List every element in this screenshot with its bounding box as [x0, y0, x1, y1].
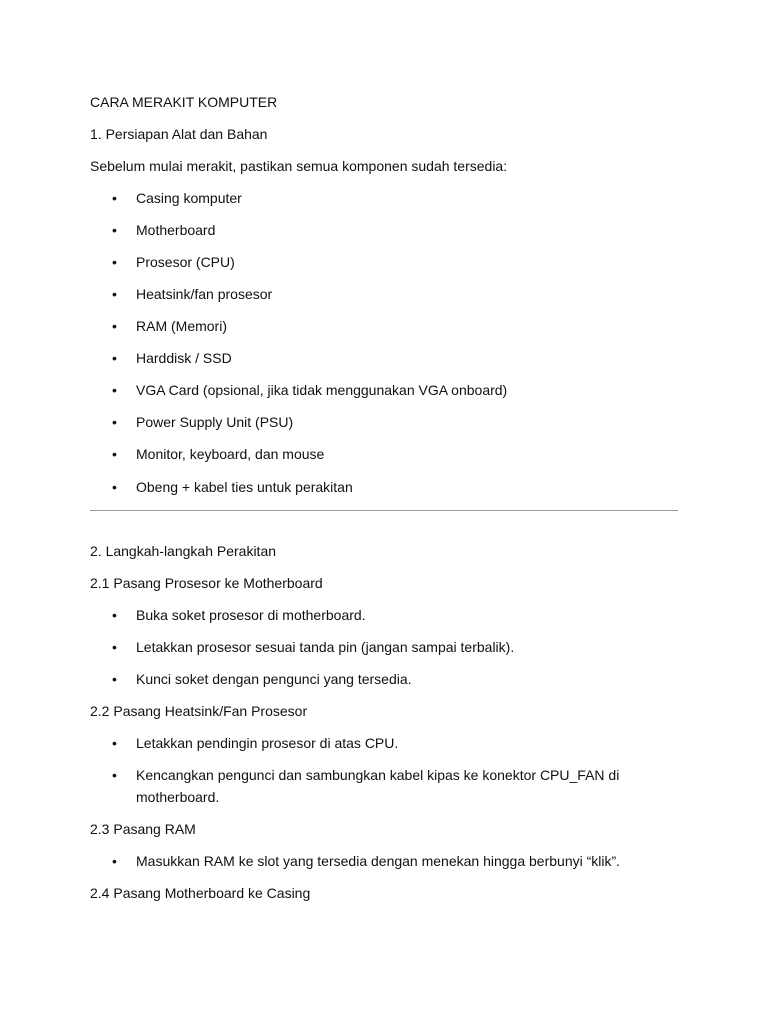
list-item: [112, 850, 672, 872]
list-item: [112, 219, 672, 241]
list-item-text: Kunci soket dengan pengunci yang tersedia.: [136, 671, 412, 687]
bullet: •: [112, 767, 117, 783]
bullet: •: [112, 318, 117, 334]
list-item: [112, 347, 672, 369]
list-item-text: Letakkan prosesor sesuai tanda pin (jangan sampai terbalik).: [136, 639, 515, 655]
horizontal-divider: [90, 510, 678, 511]
list-item-text: Masukkan RAM ke slot yang tersedia dengan menekan hingga berbunyi “klik”.: [136, 853, 621, 869]
list-item-text: Heatsink/fan prosesor: [136, 286, 273, 302]
list-item: [112, 251, 672, 273]
list-item-text: VGA Card (opsional, jika tidak menggunakan VGA onboard): [136, 382, 508, 398]
bullet: •: [112, 671, 117, 687]
list-item: [112, 668, 672, 690]
bullet: •: [112, 607, 117, 623]
bullet: •: [112, 254, 117, 270]
list-item-text: Casing komputer: [136, 190, 242, 206]
bullet: •: [112, 639, 117, 655]
list-item-text: RAM (Memori): [136, 318, 227, 334]
bullet: •: [112, 190, 117, 206]
list-item-text: Power Supply Unit (PSU): [136, 414, 294, 430]
list-item: [112, 476, 672, 498]
list-item-text: Buka soket prosesor di motherboard.: [136, 607, 366, 623]
list-item: [112, 187, 672, 209]
list-item-text: Harddisk / SSD: [136, 350, 232, 366]
list-item: [112, 379, 672, 401]
list-item: [112, 411, 672, 433]
bullet: •: [112, 414, 117, 430]
bullet: •: [112, 853, 117, 869]
list-item: [112, 283, 672, 305]
section-1-heading: 1. Persiapan Alat dan Bahan: [90, 126, 268, 142]
bullet: •: [112, 286, 117, 302]
subsection-2-1-heading: 2.1 Pasang Prosesor ke Motherboard: [90, 575, 323, 591]
document-title: CARA MERAKIT KOMPUTER: [90, 94, 278, 110]
bullet: •: [112, 382, 117, 398]
list-item: [112, 764, 672, 808]
bullet: •: [112, 735, 117, 751]
list-item: [112, 604, 672, 626]
bullet: •: [112, 222, 117, 238]
list-item: [112, 315, 672, 337]
section-1-intro: Sebelum mulai merakit, pastikan semua komponen sudah tersedia:: [90, 158, 508, 174]
list-item: [112, 732, 672, 754]
list-item: [112, 636, 672, 658]
list-item-text: Letakkan pendingin prosesor di atas CPU.: [136, 735, 399, 751]
bullet: •: [112, 446, 117, 462]
list-item-text: Prosesor (CPU): [136, 254, 235, 270]
list-item-text: Obeng + kabel ties untuk perakitan: [136, 479, 353, 495]
list-item-text: Kencangkan pengunci dan sambungkan kabel kipas ke konektor CPU_FAN di motherboard.: [136, 767, 620, 805]
list-item-text: Monitor, keyboard, dan mouse: [136, 446, 325, 462]
list-item-text: Motherboard: [136, 222, 216, 238]
list-item: [112, 443, 672, 465]
bullet: •: [112, 350, 117, 366]
bullet: •: [112, 479, 117, 495]
section-2-heading: 2. Langkah-langkah Perakitan: [90, 543, 277, 559]
subsection-2-3-heading: 2.3 Pasang RAM: [90, 821, 196, 837]
subsection-2-2-heading: 2.2 Pasang Heatsink/Fan Prosesor: [90, 703, 308, 719]
subsection-2-4-heading: 2.4 Pasang Motherboard ke Casing: [90, 885, 311, 901]
